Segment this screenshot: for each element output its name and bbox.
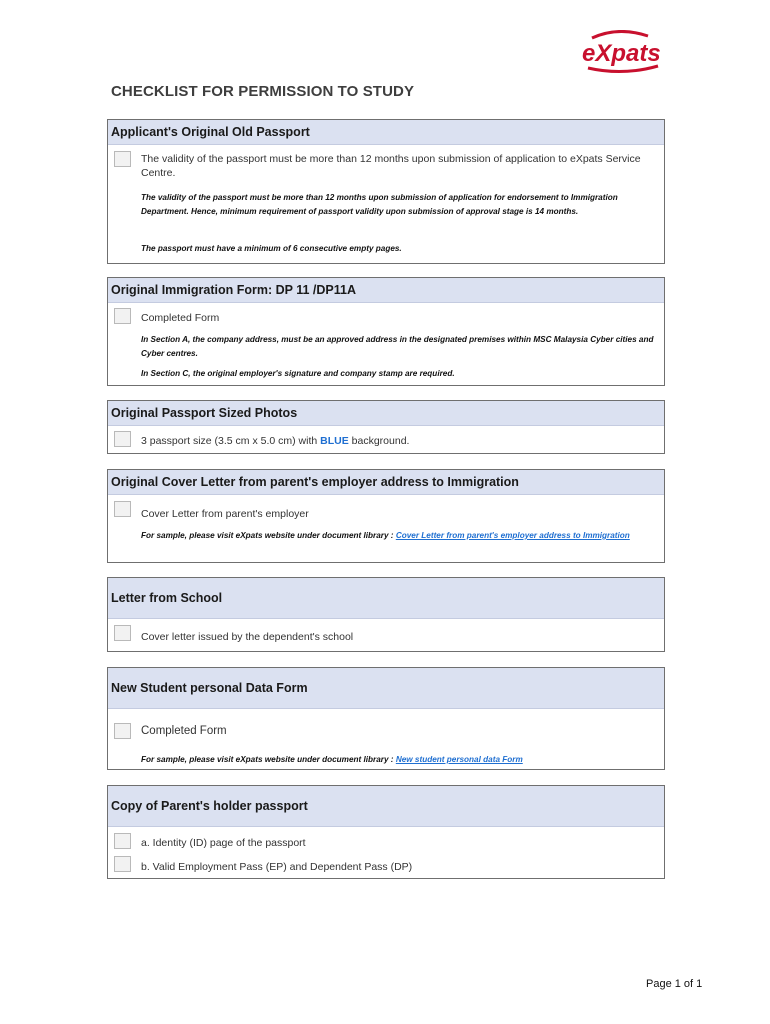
page-title: CHECKLIST FOR PERMISSION TO STUDY [111, 83, 415, 100]
note-text [141, 753, 656, 767]
checkbox[interactable] [114, 856, 131, 872]
section-heading: Original Passport Sized Photos [108, 401, 664, 426]
note-text: The passport must have a minimum of 6 consecutive empty pages. [141, 244, 402, 253]
item-text-before: 3 passport size (3.5 cm x 5.0 cm) with [141, 435, 321, 447]
section-heading: Letter from School [108, 578, 664, 619]
note-text: The validity of the passport must be more than 12 months upon submission of application for endorsement to Immigration Department. Hence, minimum requirement of passport validity upon submission of approval stage is 14 months. [141, 193, 618, 216]
section-student-data-form [107, 667, 665, 770]
checklist-item-text: a. Identity (ID) page of the passport [141, 837, 306, 849]
section-heading: Original Immigration Form: DP 11 /DP11A [108, 278, 664, 303]
checklist-item-text: The validity of the passport must be more than 12 months upon submission of application to eXpats Service Centre. [141, 153, 641, 179]
checklist-item-text: b. Valid Employment Pass (EP) and Dependent Pass (DP) [141, 861, 413, 873]
page-number: Page 1 of 1 [646, 978, 703, 990]
section-photos [107, 400, 665, 454]
checklist-item-text [141, 434, 656, 448]
section-school-letter [107, 577, 665, 652]
checkbox[interactable] [114, 723, 131, 739]
expats-logo [578, 30, 703, 74]
checkbox[interactable] [114, 151, 131, 167]
cover-letter-link[interactable]: Cover Letter from parent's employer address to Immigration [395, 531, 630, 540]
checkbox[interactable] [114, 501, 131, 517]
note-prefix: For sample, please visit eXpats website under document library : [141, 755, 396, 764]
logo-swoosh-top [592, 31, 648, 38]
checklist-item-text: Cover Letter from parent's employer [141, 508, 309, 520]
section-heading: Original Cover Letter from parent's employer address to Immigration [108, 470, 664, 495]
checkbox[interactable] [114, 308, 131, 324]
student-data-form-link[interactable]: New student personal data Form [395, 755, 523, 764]
section-heading: New Student personal Data Form [108, 668, 664, 709]
section-immigration-form [107, 277, 665, 386]
logo-text: eXpats [582, 40, 661, 67]
section-cover-letter [107, 469, 665, 563]
note-prefix: For sample, please visit eXpats website under document library : [141, 531, 396, 540]
blue-emphasis: BLUE [320, 435, 349, 447]
note-text: In Section A, the company address, must be an approved address in the designated premises within MSC Malaysia Cyber cities and Cyber centres. [141, 335, 654, 358]
checkbox[interactable] [114, 431, 131, 447]
item-text-after: background. [348, 435, 410, 447]
section-heading: Copy of Parent's holder passport [108, 786, 664, 827]
checkbox[interactable] [114, 625, 131, 641]
checkbox[interactable] [114, 833, 131, 849]
section-parent-passport [107, 785, 665, 879]
note-text [141, 529, 656, 543]
checklist-item-text: Completed Form [141, 312, 220, 324]
checklist-item-text: Completed Form [141, 725, 227, 737]
checklist-item-text: Cover letter issued by the dependent's school [141, 631, 354, 643]
section-old-passport [107, 119, 665, 264]
section-heading: Applicant's Original Old Passport [108, 120, 664, 145]
note-text: In Section C, the original employer's signature and company stamp are required. [141, 369, 455, 378]
